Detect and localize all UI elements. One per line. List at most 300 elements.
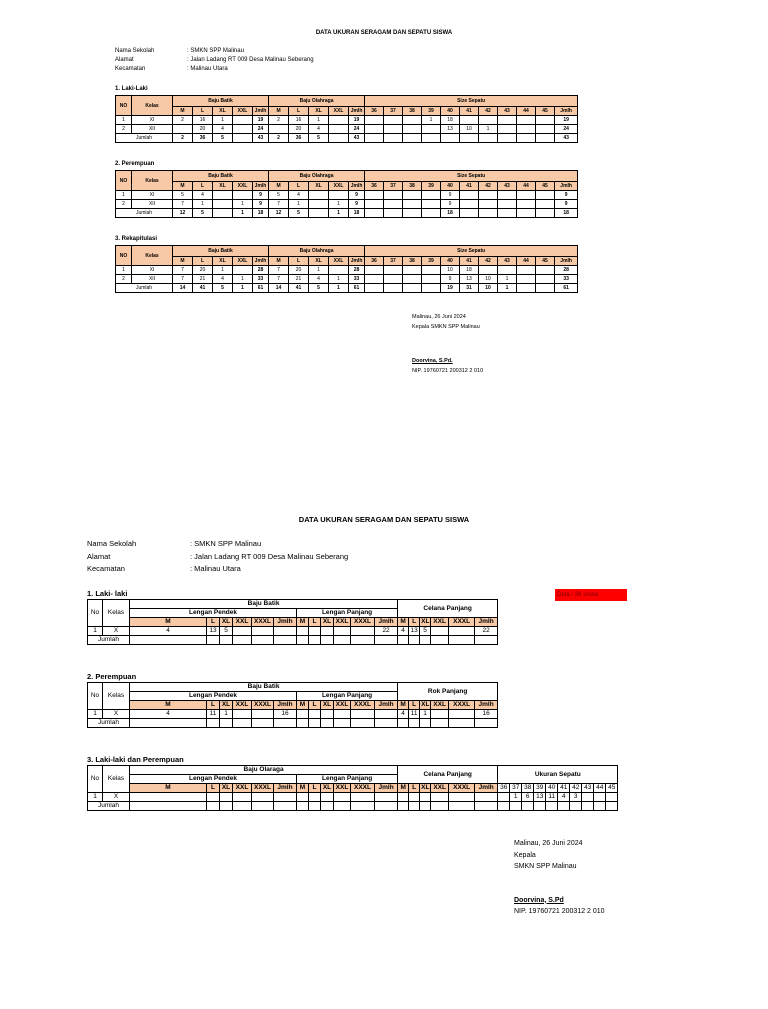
cell-total-shoe xyxy=(517,284,536,293)
header-size: Jmlh xyxy=(475,618,498,627)
header-shoe-size: 39 xyxy=(422,107,441,116)
signature-name: Doorvina, S.Pd xyxy=(514,896,564,904)
cell-pendek: 4 xyxy=(130,710,207,719)
subheader-row xyxy=(116,257,578,266)
cell-batik xyxy=(173,125,193,134)
cell-total xyxy=(233,719,252,728)
cell-shoe: 1 xyxy=(422,116,441,125)
cell-olahraga: 7 xyxy=(269,200,289,209)
header-size: L xyxy=(193,107,213,116)
table-row xyxy=(116,191,578,200)
data-table xyxy=(115,95,578,143)
cell-total xyxy=(274,636,297,645)
data-table xyxy=(115,245,578,293)
header-size: M xyxy=(269,257,289,266)
cell-total-shoe xyxy=(536,209,555,218)
header-size: L xyxy=(207,701,220,710)
cell-panjang xyxy=(309,627,321,636)
cell-no: 2 xyxy=(116,125,132,134)
cell-shoe xyxy=(422,125,441,134)
cell-total-shoe xyxy=(517,209,536,218)
doc2-title: DATA UKURAN SERAGAM DAN SEPATU SISWA xyxy=(298,515,470,524)
cell-total xyxy=(431,719,449,728)
header-top-group: Baju Batik xyxy=(130,600,398,609)
cell-total-batik xyxy=(233,134,253,143)
cell-total-batik: 43 xyxy=(253,134,269,143)
header-lengan-panjang: Lengan Panjang xyxy=(297,775,398,784)
table-row xyxy=(116,266,578,275)
cell-pendek xyxy=(130,793,207,802)
header-lengan-pendek: Lengan Pendek xyxy=(130,775,297,784)
signature-place-date: Malinau, 26 Juni 2024 xyxy=(412,314,466,320)
cell-total xyxy=(321,719,334,728)
cell-total-label: Jumlah xyxy=(116,134,173,143)
cell-total-shoe: 1 xyxy=(498,284,517,293)
cell-shoe xyxy=(498,116,517,125)
cell-panjang xyxy=(334,710,351,719)
cell-total-label: Jumlah xyxy=(88,636,130,645)
header-size: XXL xyxy=(233,107,253,116)
cell-total xyxy=(409,719,420,728)
header-size: XXXL xyxy=(351,701,375,710)
header-size: XXXL xyxy=(351,784,375,793)
cell-olahraga: 4 xyxy=(289,191,309,200)
cell-total-batik: 14 xyxy=(173,284,193,293)
header-size: XL xyxy=(309,107,329,116)
cell-shoe xyxy=(460,116,479,125)
cell-total-olahraga: 14 xyxy=(269,284,289,293)
cell-shoe xyxy=(498,125,517,134)
cell-total xyxy=(334,636,351,645)
header-size: XL xyxy=(309,182,329,191)
cell-shoe: 1 xyxy=(510,793,522,802)
header-shoe-size: 38 xyxy=(403,182,422,191)
cell-shoe xyxy=(498,200,517,209)
cell-total-batik: 12 xyxy=(173,209,193,218)
cell-total xyxy=(309,636,321,645)
info-label: Alamat xyxy=(115,57,134,63)
header-size: M xyxy=(297,618,309,627)
cell-olahraga: 7 xyxy=(269,266,289,275)
cell-total-shoe xyxy=(403,284,422,293)
header-size: Jmlh xyxy=(253,107,269,116)
cell-shoe xyxy=(403,125,422,134)
info-label: Kecamatan xyxy=(87,564,125,573)
cell-olahraga xyxy=(309,191,329,200)
cell-batik: 2 xyxy=(173,116,193,125)
cell-shoe xyxy=(365,125,384,134)
cell-total-batik: 1 xyxy=(233,209,253,218)
cell-batik xyxy=(233,191,253,200)
cell-shoe xyxy=(594,793,606,802)
cell-kelas: X xyxy=(103,710,130,719)
signature-position: Kepala SMKN SPP Malinau xyxy=(412,324,480,330)
info-row-district xyxy=(87,563,348,576)
cell-batik: 7 xyxy=(173,200,193,209)
header-shoe-size: 37 xyxy=(384,107,403,116)
doc2-table-combined xyxy=(87,765,618,811)
table-row xyxy=(116,200,578,209)
header-size: L xyxy=(193,257,213,266)
cell-total-batik: 5 xyxy=(213,284,233,293)
cell-total xyxy=(475,719,498,728)
header-row xyxy=(116,96,578,107)
cell-batik: 7 xyxy=(173,266,193,275)
header-lengan-panjang: Lengan Panjang xyxy=(297,609,398,618)
header-size: L xyxy=(309,701,321,710)
cell-total xyxy=(297,719,309,728)
cell-pendek: 11 xyxy=(207,710,220,719)
header-size: XL xyxy=(421,701,430,708)
cell-total-label: Jumlah xyxy=(116,209,173,218)
header-size: XXL xyxy=(334,618,351,627)
header-shoe-size: 44 xyxy=(517,257,536,266)
signature-nip: NIP. 19760721 200312 2 010 xyxy=(514,908,605,915)
header-size: M xyxy=(398,784,409,793)
cell-olahraga: 4 xyxy=(309,125,329,134)
cell-olahraga: 1 xyxy=(329,275,349,284)
cell-total xyxy=(130,802,207,811)
cell-total-shoe xyxy=(536,134,555,143)
cell-panjang xyxy=(351,793,375,802)
cell-bawah xyxy=(449,710,475,719)
cell-shoe: 19 xyxy=(555,116,578,125)
cell-total-batik: 36 xyxy=(193,134,213,143)
header-top-group: Baju Batik xyxy=(130,683,398,692)
header-size: M xyxy=(297,701,309,710)
info-row-address xyxy=(115,56,314,65)
cell-bawah: 13 xyxy=(410,627,418,634)
cell-total-shoe xyxy=(365,209,384,218)
cell-shoe: 13 xyxy=(441,125,460,134)
info-label: Alamat xyxy=(87,551,111,561)
cell-olahraga: 7 xyxy=(269,275,289,284)
cell-batik xyxy=(233,116,253,125)
cell-panjang xyxy=(297,627,309,636)
cell-total-shoe xyxy=(422,284,441,293)
cell-bawah xyxy=(431,710,449,719)
cell-no: 1 xyxy=(88,627,103,636)
cell-kelas: XII xyxy=(132,275,173,284)
header-size: Jmlh xyxy=(274,784,297,793)
cell-shoe xyxy=(536,125,555,134)
header-size: L xyxy=(289,182,309,191)
cell-batik: 21 xyxy=(193,275,213,284)
signature-school: SMKN SPP Malinau xyxy=(514,863,577,870)
cell-total-shoe: 10 xyxy=(479,284,498,293)
header-shoe-size: 38 xyxy=(522,784,534,793)
cell-pendek xyxy=(274,627,297,636)
cell-total-olahraga: 61 xyxy=(349,284,365,293)
cell-batik: 1 xyxy=(193,200,213,209)
cell-panjang xyxy=(375,710,398,719)
info-value: : Jalan Ladang RT 009 Desa Malinau Seberang xyxy=(190,551,349,561)
header-size: Jmlh xyxy=(475,701,498,710)
cell-total-olahraga: 36 xyxy=(289,134,309,143)
cell-shoe xyxy=(365,266,384,275)
total-row xyxy=(88,719,498,728)
header-row xyxy=(116,246,578,257)
header-shoe-size: 39 xyxy=(534,784,546,793)
header-size: XXXL xyxy=(449,784,475,793)
cell-total xyxy=(431,802,449,811)
cell-olahraga: 19 xyxy=(349,116,365,125)
cell-olahraga: 21 xyxy=(289,275,309,284)
header-shoe-size: 43 xyxy=(582,784,594,793)
cell-total xyxy=(321,636,334,645)
total-row xyxy=(116,284,578,293)
info-label: Kecamatan xyxy=(115,66,146,72)
header-shoe-size: 41 xyxy=(460,257,479,266)
cell-total-olahraga: 1 xyxy=(329,284,349,293)
cell-shoe: 9 xyxy=(441,191,460,200)
cell-total xyxy=(297,636,309,645)
header-bottom-group: Rok Panjang xyxy=(398,683,498,701)
cell-total-batik: 2 xyxy=(173,134,193,143)
cell-shoe: 3 xyxy=(570,793,582,802)
cell-shoe xyxy=(517,266,536,275)
header-size: XXXL xyxy=(351,618,375,627)
header-ukuran-sepatu: Ukuran Sepatu xyxy=(498,766,618,784)
header-no: No xyxy=(88,600,103,627)
cell-olahraga: 28 xyxy=(349,266,365,275)
cell-shoe xyxy=(479,200,498,209)
header-size: L xyxy=(409,701,420,710)
header-shoe-size: 43 xyxy=(498,257,517,266)
cell-no: 1 xyxy=(116,191,132,200)
cell-total-shoe: 43 xyxy=(555,134,578,143)
header-shoe-size: 40 xyxy=(441,257,460,266)
cell-total xyxy=(252,719,274,728)
cell-shoe xyxy=(365,275,384,284)
info-row-district xyxy=(115,65,314,74)
cell-batik: 4 xyxy=(213,275,233,284)
header-size: Jmlh xyxy=(375,784,398,793)
header-shoe-size: 41 xyxy=(460,107,479,116)
cell-panjang: 22 xyxy=(375,627,398,636)
cell-total-batik: 1 xyxy=(233,284,253,293)
header-size: M xyxy=(173,107,193,116)
cell-total xyxy=(570,802,582,811)
cell-total xyxy=(334,719,351,728)
cell-batik: 28 xyxy=(253,266,269,275)
cell-total-shoe: 31 xyxy=(460,284,479,293)
cell-shoe xyxy=(384,266,403,275)
info-value: : Malinau Utara xyxy=(187,66,228,72)
cell-total xyxy=(558,802,570,811)
header-baju-batik: Baju Batik xyxy=(173,96,269,107)
table-row xyxy=(88,627,498,636)
header-size: Jmlh xyxy=(274,701,297,710)
cell-batik: 4 xyxy=(213,125,233,134)
cell-bawah: 4 xyxy=(398,710,409,719)
cell-olahraga: 20 xyxy=(289,266,309,275)
cell-total xyxy=(522,802,534,811)
header-size: XXL xyxy=(334,784,351,793)
cell-panjang xyxy=(375,793,398,802)
cell-panjang xyxy=(321,627,334,636)
header-kelas: Kelas xyxy=(103,683,130,710)
data-table xyxy=(115,170,578,218)
header-size: XXL xyxy=(329,257,349,266)
cell-olahraga xyxy=(269,125,289,134)
cell-shoe xyxy=(536,191,555,200)
cell-shoe xyxy=(384,191,403,200)
info-row-address xyxy=(87,551,348,564)
header-size: Jmlh xyxy=(475,784,498,793)
cell-pendek: 5 xyxy=(220,627,233,636)
cell-total-shoe xyxy=(403,209,422,218)
header-size: XL xyxy=(421,784,430,791)
cell-shoe xyxy=(384,200,403,209)
header-kelas: Kelas xyxy=(132,246,173,266)
header-size: XXL xyxy=(233,784,252,793)
header-shoe-size: 44 xyxy=(517,107,536,116)
header-shoe-size: 36 xyxy=(365,107,384,116)
cell-panjang xyxy=(297,793,309,802)
header-shoe-size: Jmlh xyxy=(555,107,578,116)
cell-total xyxy=(409,802,420,811)
cell-total-batik: 18 xyxy=(253,209,269,218)
header-size: XXL xyxy=(233,257,253,266)
header-size: XL xyxy=(213,257,233,266)
header-size: M xyxy=(297,784,309,793)
data-table xyxy=(87,682,498,728)
cell-kelas: XII xyxy=(132,125,173,134)
header-lengan-panjang: Lengan Panjang xyxy=(297,692,398,701)
header-size: M xyxy=(269,182,289,191)
cell-kelas: XI xyxy=(132,116,173,125)
cell-batik xyxy=(233,125,253,134)
doc1-table-male xyxy=(115,95,578,143)
cell-total-label: Jumlah xyxy=(88,719,130,728)
cell-total xyxy=(546,802,558,811)
cell-total-olahraga: 18 xyxy=(349,209,365,218)
cell-shoe xyxy=(606,793,618,802)
header-size: XXL xyxy=(233,182,253,191)
cell-total xyxy=(475,636,498,645)
header-row xyxy=(116,171,578,182)
header-no: No xyxy=(88,766,103,793)
cell-total-shoe xyxy=(517,134,536,143)
cell-total-shoe xyxy=(441,134,460,143)
cell-batik: 4 xyxy=(193,191,213,200)
header-shoe-size: 36 xyxy=(365,257,384,266)
header-shoe-size: 37 xyxy=(384,257,403,266)
cell-batik: 1 xyxy=(233,200,253,209)
header-size: Jmlh xyxy=(375,701,398,710)
header-size: Jmlh xyxy=(253,182,269,191)
cell-shoe xyxy=(365,116,384,125)
cell-total-olahraga: 12 xyxy=(269,209,289,218)
cell-total xyxy=(233,802,252,811)
doc1-title: DATA UKURAN SERAGAM DAN SEPATU SISWA xyxy=(315,30,453,36)
cell-pendek xyxy=(207,793,220,802)
cell-olahraga xyxy=(329,125,349,134)
cell-total xyxy=(207,719,220,728)
cell-shoe: 9 xyxy=(441,200,460,209)
cell-total-batik: 41 xyxy=(193,284,213,293)
cell-batik: 1 xyxy=(233,275,253,284)
header-size: XXL xyxy=(329,182,349,191)
cell-olahraga: 1 xyxy=(309,116,329,125)
info-row-school xyxy=(87,538,348,551)
header-size: M xyxy=(398,618,409,627)
header-size: M xyxy=(130,784,207,793)
doc1-section-title: 1. Laki-Laki xyxy=(115,86,148,92)
cell-shoe xyxy=(536,275,555,284)
cell-shoe xyxy=(479,191,498,200)
header-size: XL xyxy=(213,182,233,191)
cell-total-batik: 5 xyxy=(213,134,233,143)
cell-shoe xyxy=(403,200,422,209)
cell-shoe: 6 xyxy=(522,793,534,802)
cell-shoe xyxy=(460,200,479,209)
cell-total-batik: 61 xyxy=(253,284,269,293)
cell-total xyxy=(409,636,420,645)
doc2-section-title: 2. Perempuan xyxy=(87,672,137,681)
cell-bawah xyxy=(409,793,420,802)
header-shoe-size: 36 xyxy=(365,182,384,191)
cell-shoe: 10 xyxy=(460,125,479,134)
header-shoe-size: 40 xyxy=(441,107,460,116)
header-size: XXL xyxy=(431,701,449,710)
header-size: XXL xyxy=(334,701,351,710)
header-size: Jmlh xyxy=(349,182,365,191)
cell-total xyxy=(449,719,475,728)
table-row xyxy=(116,116,578,125)
cell-batik: 5 xyxy=(173,191,193,200)
cell-panjang xyxy=(321,710,334,719)
cell-olahraga: 16 xyxy=(289,116,309,125)
cell-panjang xyxy=(297,710,309,719)
cell-shoe xyxy=(536,266,555,275)
header-baju-batik: Baju Batik xyxy=(173,246,269,257)
cell-shoe: 4 xyxy=(558,793,570,802)
size-header-row xyxy=(88,784,618,793)
header-row xyxy=(88,600,498,609)
header-size: L xyxy=(309,784,321,793)
cell-total-shoe xyxy=(460,134,479,143)
header-size: XL xyxy=(213,107,233,116)
cell-total xyxy=(420,802,431,811)
cell-no: 1 xyxy=(116,116,132,125)
cell-total xyxy=(398,802,409,811)
cell-total-shoe: 18 xyxy=(555,209,578,218)
info-label: Nama Sekolah xyxy=(115,48,155,54)
header-shoe-size: 37 xyxy=(384,182,403,191)
cell-shoe xyxy=(498,266,517,275)
doc2-table-male xyxy=(87,599,498,645)
header-size: L xyxy=(193,182,213,191)
header-size: M xyxy=(398,701,409,710)
header-size: XL xyxy=(421,618,430,625)
cell-bawah xyxy=(431,627,449,636)
header-shoe-size: 45 xyxy=(606,784,618,793)
total-row xyxy=(116,209,578,218)
cell-total xyxy=(431,636,449,645)
header-size: Jmlh xyxy=(349,257,365,266)
signature-place-date: Malinau, 26 Juni 2024 xyxy=(514,840,583,847)
cell-shoe: 1 xyxy=(498,275,517,284)
cell-batik: 24 xyxy=(253,125,269,134)
cell-bawah: 1 xyxy=(420,710,431,719)
cell-total xyxy=(220,719,233,728)
cell-bawah xyxy=(449,793,475,802)
cell-total xyxy=(207,636,220,645)
cell-shoe: 9 xyxy=(441,275,460,284)
cell-no: 2 xyxy=(116,275,132,284)
